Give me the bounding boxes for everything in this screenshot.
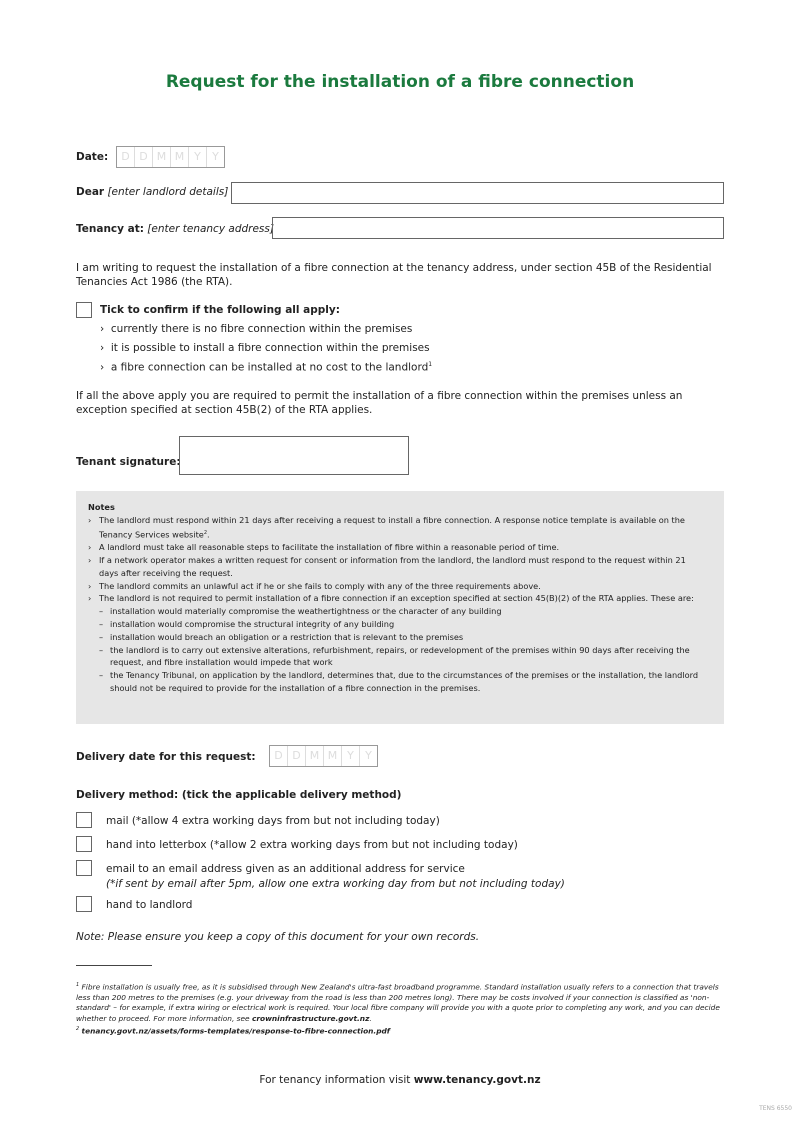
date-digit-placeholder: Y bbox=[365, 749, 372, 762]
footnote-2 bbox=[76, 1024, 726, 1037]
chevron-icon: › bbox=[88, 542, 92, 553]
chevron-icon: › bbox=[88, 593, 92, 604]
confirm-item-text: it is possible to install a fibre connection within the premises bbox=[110, 342, 430, 354]
note-item bbox=[76, 554, 704, 580]
footnote-1 bbox=[76, 980, 726, 1024]
records-note: Note: Please ensure you keep a copy of this document for your own records. bbox=[76, 931, 480, 943]
date-digit-placeholder: M bbox=[153, 147, 171, 167]
landlord-details-input[interactable] bbox=[231, 182, 724, 204]
tenancy-text: Tenancy at: bbox=[76, 223, 144, 235]
footnote-number: 1 bbox=[76, 982, 80, 988]
notes-panel bbox=[76, 491, 724, 724]
date-digit-placeholder: M bbox=[306, 746, 324, 766]
tenancy-label bbox=[76, 223, 274, 235]
footnote-text: Fibre installation is usually free, as it is subsidised through New Zealand's ultra-fast broadband programme. Standard installation usually refers to a connection that travels less than 200 metres to the premises (e.g. your driveway from the road is less than 200 metres long). There may be costs involved if your connection is classified as 'non-standard' – for example, if extra wiring or electrical work is required. Your local fibre company will provide you with a quote prior to completing any work, and you can decide whether to proceed. For more information, see bbox=[76, 982, 720, 1023]
date-digit-placeholder: D bbox=[270, 746, 288, 766]
mail-checkbox[interactable] bbox=[76, 812, 92, 828]
chevron-icon: › bbox=[88, 514, 92, 525]
hand-label: hand to landlord bbox=[106, 899, 193, 911]
note-item bbox=[76, 592, 704, 605]
chevron-icon: › bbox=[100, 361, 105, 374]
delivery-method-label: Delivery method: (tick the applicable delivery method) bbox=[76, 789, 402, 801]
dash-icon: – bbox=[99, 618, 104, 629]
footnote-divider bbox=[76, 965, 152, 966]
dear-text: Dear bbox=[76, 186, 105, 198]
exception-text: installation would compromise the structural integrity of any building bbox=[110, 618, 395, 629]
date-digit-placeholder: D bbox=[135, 147, 153, 167]
date-input[interactable] bbox=[116, 146, 225, 168]
confirm-checkbox[interactable] bbox=[76, 302, 92, 318]
letterbox-label: hand into letterbox (*allow 2 extra working days from but not including today) bbox=[106, 839, 518, 851]
note-text: The landlord must respond within 21 days after receiving a request to install a fibre connection. A response notice template is available on the Tenancy Services website bbox=[99, 514, 685, 540]
date-digit-placeholder: M bbox=[171, 147, 189, 167]
signature-field[interactable] bbox=[179, 436, 409, 475]
chevron-icon: › bbox=[100, 323, 105, 335]
confirm-item-text: a fibre connection can be installed at no cost to the landlord bbox=[110, 361, 429, 374]
footnote-number: 2 bbox=[76, 1026, 80, 1033]
dear-label bbox=[76, 186, 228, 198]
exception-text: installation would breach an obligation or a restriction that is relevant to the premises bbox=[110, 631, 464, 642]
date-digit-placeholder: D bbox=[288, 746, 306, 766]
note-item: › The landlord must respond within 21 days after receiving a request to install a fibre connection. A response notice template is available on the Tenancy Services website$^2$. bbox=[88, 514, 685, 540]
signature-label: Tenant signature: bbox=[76, 456, 181, 468]
exception-item bbox=[76, 644, 704, 670]
note-text: The landlord is not required to permit installation of a fibre connection if an exception specified at section 45(B)(2) of the RTA applies. These are: bbox=[99, 593, 694, 604]
footer bbox=[0, 1074, 800, 1086]
confirm-item-text: currently there is no fibre connection within the premises bbox=[110, 323, 413, 335]
dear-hint: [enter landlord details] bbox=[107, 186, 229, 198]
note-item bbox=[76, 580, 704, 593]
dash-icon: – bbox=[99, 631, 104, 642]
exception-text: installation would materially compromise the weathertightness or the character of any building bbox=[110, 606, 502, 617]
exception-item bbox=[76, 669, 704, 695]
exception-item bbox=[76, 605, 704, 618]
chevron-icon: › bbox=[88, 580, 92, 591]
letterbox-checkbox[interactable] bbox=[76, 836, 92, 852]
note-text: If a network operator makes a written request for consent or information from the landlord, the landlord must respond to the request within 21 days after receiving the request. bbox=[99, 554, 686, 578]
date-digit-placeholder: Y bbox=[189, 147, 207, 167]
form-code: TENS 6550 bbox=[759, 1105, 792, 1112]
exception-item bbox=[76, 618, 704, 631]
footnote-ref: 2 bbox=[203, 529, 208, 536]
email-note: (*if sent by email after 5pm, allow one extra working day from but not including today) bbox=[106, 878, 565, 890]
delivery-date-input[interactable] bbox=[269, 745, 378, 767]
footnote-ref: 1 bbox=[428, 361, 433, 368]
dash-icon: – bbox=[99, 670, 104, 681]
crowninfrastructure-link[interactable]: crowninfrastructure.govt.nz bbox=[251, 1013, 370, 1023]
tenancy-website-link[interactable]: www.tenancy.govt.nz bbox=[413, 1074, 541, 1086]
email-checkbox[interactable] bbox=[76, 860, 92, 876]
date-digit-placeholder: Y bbox=[342, 746, 360, 766]
confirm-item bbox=[100, 361, 432, 374]
chevron-icon: › bbox=[88, 554, 92, 565]
notes-title: Notes bbox=[88, 502, 115, 512]
confirm-label: Tick to confirm if the following all apply: bbox=[100, 304, 340, 316]
footer-text: For tenancy information visit bbox=[259, 1074, 414, 1086]
delivery-date-label: Delivery date for this request: bbox=[76, 751, 256, 763]
email-label: email to an email address given as an additional address for service bbox=[106, 863, 465, 875]
confirm-item bbox=[100, 342, 430, 354]
response-template-link[interactable]: tenancy.govt.nz/assets/forms-templates/response-to-fibre-connection.pdf bbox=[81, 1026, 391, 1036]
date-digit-placeholder: M bbox=[324, 746, 342, 766]
exception-text: the landlord is to carry out extensive alterations, refurbishment, repairs, or redevelopment of the premises within 90 days after receiving the request, and fibre installation would impede that work bbox=[110, 644, 690, 668]
footnotes bbox=[76, 980, 726, 1037]
footnote-end: . bbox=[369, 1013, 372, 1023]
note-text: A landlord must take all reasonable steps to facilitate the installation of fibre within a reasonable period of time. bbox=[99, 542, 560, 553]
exception-text: the Tenancy Tribunal, on application by the landlord, determines that, due to the circumstances of the premises or the installation, the landlord should not be required to provide for the installation of a fibre connection in the premises. bbox=[110, 670, 699, 693]
date-digit-placeholder: Y bbox=[212, 150, 219, 163]
confirm-item bbox=[100, 323, 412, 335]
chevron-icon: › bbox=[100, 342, 105, 354]
dash-icon: – bbox=[99, 606, 104, 617]
intro-text: I am writing to request the installation of a fibre connection at the tenancy address, under section 45B of the Residential Tenancies Act 1986 (the RTA). bbox=[76, 262, 712, 288]
date-label: Date: bbox=[76, 151, 109, 163]
mail-label: mail (*allow 4 extra working days from but not including today) bbox=[106, 815, 440, 827]
page-title: Request for the installation of a fibre connection bbox=[165, 72, 635, 92]
note-item bbox=[76, 541, 704, 554]
dash-icon: – bbox=[99, 644, 104, 655]
tenancy-hint: [enter tenancy address] bbox=[147, 223, 274, 235]
date-digit-placeholder: D bbox=[117, 147, 135, 167]
note-text: The landlord commits an unlawful act if he or she fails to comply with any of the three requirements above. bbox=[99, 580, 541, 591]
permit-text: If all the above apply you are required to permit the installation of a fibre connection within the premises unless an exception specified at section 45B(2) of the RTA applies. bbox=[76, 390, 683, 416]
tenancy-address-input[interactable] bbox=[272, 217, 724, 239]
exception-item bbox=[76, 631, 704, 644]
hand-checkbox[interactable] bbox=[76, 896, 92, 912]
